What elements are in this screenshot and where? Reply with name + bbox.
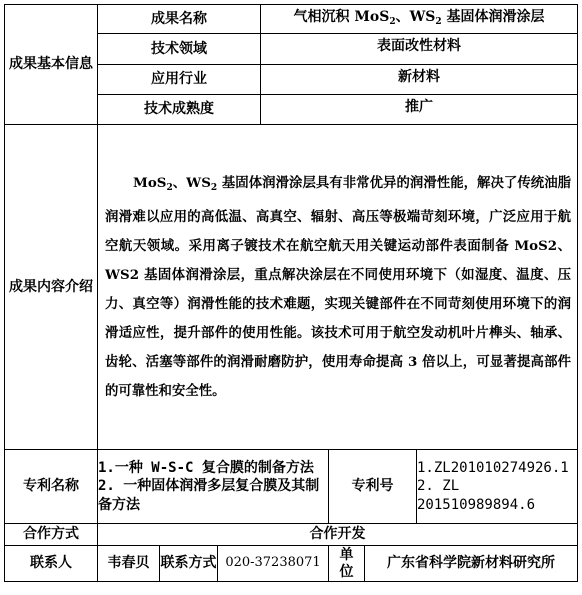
phone-value: 020-37238071: [218, 546, 329, 582]
basic-info-header: [5, 5, 98, 125]
content-header: [5, 125, 98, 450]
tech-field-label: 技术领域: [98, 34, 261, 65]
contact-person-value: 韦春贝: [98, 546, 160, 582]
unit-label: 单位: [329, 546, 365, 582]
achievement-name-label: 成果名称: [98, 5, 261, 34]
table-row: [5, 450, 578, 524]
patent-names: [98, 450, 329, 524]
table-row: [5, 125, 578, 450]
contact-person-label: 联系人: [5, 546, 98, 582]
patent-number-1: 1.ZL201010274926.1: [417, 460, 569, 477]
unit-value: 广东省科学院新材料研究所: [365, 546, 578, 582]
basic-info-header-text: 成果基本信息: [9, 56, 93, 73]
achievement-name-value: 气相沉积 MoS$_2$、$WS_2$ 基固体润滑涂层: [261, 5, 578, 34]
content-body: [98, 125, 578, 450]
content-header-text: 成果内容介绍: [9, 278, 93, 295]
table-row: [5, 524, 578, 546]
content-paragraph: MoS$_2$、$WS_2$ 基固体润滑涂层具有非常优异的润滑性能，解决了传统油脂润滑难以应用的高低温、高真空、辐射、高压等极端苛刻环境，广泛应用于航空航天领域。采用离子镀技术在航空航天用关键运动部件表面制备 MoS2、WS2 基固体润滑涂层，重点解决涂层在不同使用环境下（如湿度、温度、压力、真空等）润滑性能的技术难题，实现关键部件在不同苛刻使用环境下的润滑适应性，提升部件的使用性能。该技术可用于航空发动机叶片榫头、轴承、齿轮、活塞等部件的润滑耐磨防护，使用寿命提高 3 倍以上，可显著提高部件的可靠性和安全性。: [105, 174, 572, 399]
tech-field-value: 表面改性材料: [261, 34, 578, 65]
industry-label: 应用行业: [98, 65, 261, 95]
patent-name-label: 专利名称: [5, 450, 98, 524]
table-row: [5, 5, 578, 34]
cooperation-value: 合作开发: [98, 524, 578, 546]
industry-value: 新材料: [261, 65, 578, 95]
patent-numbers: [417, 450, 578, 524]
contact-method-label: 联系方式: [160, 546, 218, 582]
cooperation-label: 合作方式: [5, 524, 98, 546]
table-row: [5, 546, 578, 582]
patent-name-1: 1.一种 W-S-C 复合膜的制备方法: [98, 460, 314, 477]
achievement-info-table: [4, 4, 578, 582]
maturity-value: 推广: [261, 95, 578, 125]
patent-number-label: 专利号: [329, 450, 417, 524]
maturity-label: 技术成熟度: [98, 95, 261, 125]
patent-name-2: 2. 一种固体润滑多层复合膜及其制备方法: [98, 478, 320, 513]
patent-number-2: 2. ZL 201510989894.6: [417, 478, 536, 513]
